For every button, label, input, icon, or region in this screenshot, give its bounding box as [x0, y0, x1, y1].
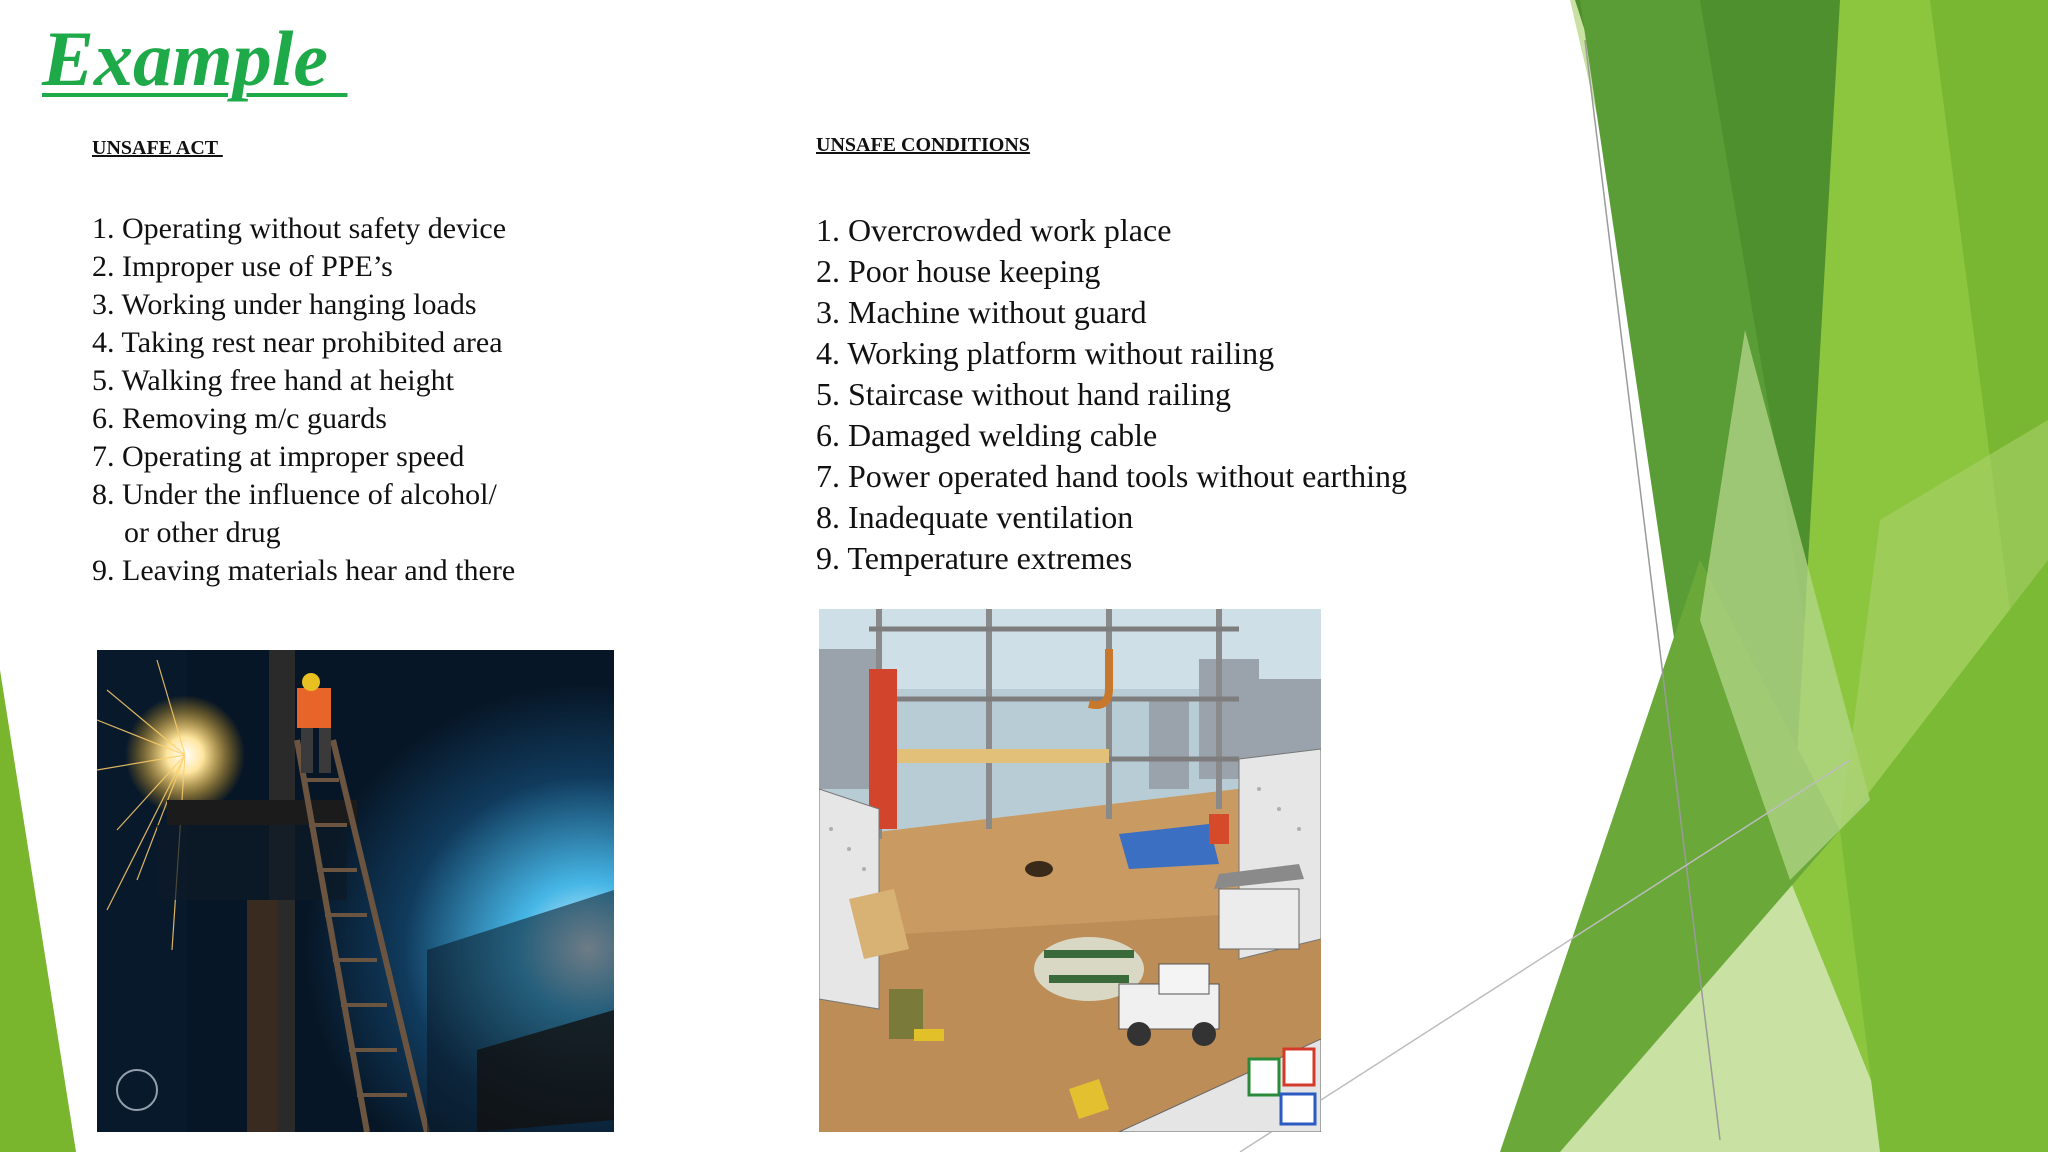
list-number: 7. [816, 458, 840, 494]
list-text: Operating without safety device [122, 212, 507, 245]
list-text: Damaged welding cable [848, 417, 1158, 453]
unsafe-condition-item [816, 251, 1576, 292]
construction-site-hazards-illustration [819, 609, 1321, 1132]
list-number: 5. [92, 364, 115, 397]
list-number: 2. [92, 250, 115, 283]
unsafe-act-item [92, 438, 732, 476]
unsafe-act-list [92, 210, 732, 590]
list-text: Temperature extremes [847, 540, 1133, 576]
list-text: Poor house keeping [848, 253, 1101, 289]
list-number: 6. [816, 417, 840, 453]
unsafe-conditions-heading: UNSAFE CONDITIONS [816, 134, 1030, 156]
unsafe-act-item [92, 400, 732, 438]
unsafe-condition-item [816, 374, 1576, 415]
list-number: 5. [816, 376, 840, 412]
list-text: Inadequate ventilation [848, 499, 1134, 535]
unsafe-condition-item [816, 415, 1576, 456]
list-text: Machine without guard [848, 294, 1147, 330]
list-text: Removing m/c guards [122, 402, 387, 435]
list-text: Walking free hand at height [121, 364, 454, 397]
unsafe-act-item [92, 324, 732, 362]
list-number: 2. [816, 253, 840, 289]
list-number: 3. [92, 288, 115, 321]
unsafe-act-item [92, 362, 732, 400]
list-number: 8. [816, 499, 840, 535]
unsafe-act-item [92, 286, 732, 324]
unsafe-condition-item [816, 497, 1576, 538]
list-text: Working platform without railing [847, 335, 1275, 371]
list-number: 4. [92, 326, 115, 359]
list-number: 8. [92, 478, 115, 511]
list-text: Operating at improper speed [122, 440, 465, 473]
unsafe-act-item [92, 476, 732, 552]
list-text: Taking rest near prohibited area [121, 326, 503, 359]
list-text: Power operated hand tools without earthing [848, 458, 1407, 494]
unsafe-conditions-list [816, 210, 1576, 579]
unsafe-condition-item [816, 210, 1576, 251]
unsafe-condition-item [816, 292, 1576, 333]
list-text: Leaving materials hear and there [122, 554, 516, 587]
worker-on-ladder-welding-photo [97, 650, 614, 1132]
list-number: 6. [92, 402, 115, 435]
unsafe-condition-item [816, 538, 1576, 579]
unsafe-act-heading: UNSAFE ACT [92, 137, 223, 159]
list-text: Overcrowded work place [848, 212, 1172, 248]
list-number: 9. [816, 540, 840, 576]
unsafe-condition-item [816, 333, 1576, 374]
list-text: Working under hanging loads [121, 288, 477, 321]
list-number: 1. [816, 212, 840, 248]
unsafe-condition-item [816, 456, 1576, 497]
slide-title: Example [42, 15, 348, 102]
list-number: 4. [816, 335, 840, 371]
list-number: 7. [92, 440, 115, 473]
list-number: 3. [816, 294, 840, 330]
list-number: 1. [92, 212, 115, 245]
list-text: Improper use of PPE’s [122, 250, 393, 283]
unsafe-act-item [92, 552, 732, 590]
unsafe-act-item [92, 248, 732, 286]
unsafe-act-item [92, 210, 732, 248]
list-number: 9. [92, 554, 115, 587]
list-text-continuation: or other drug [124, 516, 281, 549]
list-text: Staircase without hand railing [848, 376, 1232, 412]
list-text: Under the influence of alcohol/ [122, 478, 497, 511]
